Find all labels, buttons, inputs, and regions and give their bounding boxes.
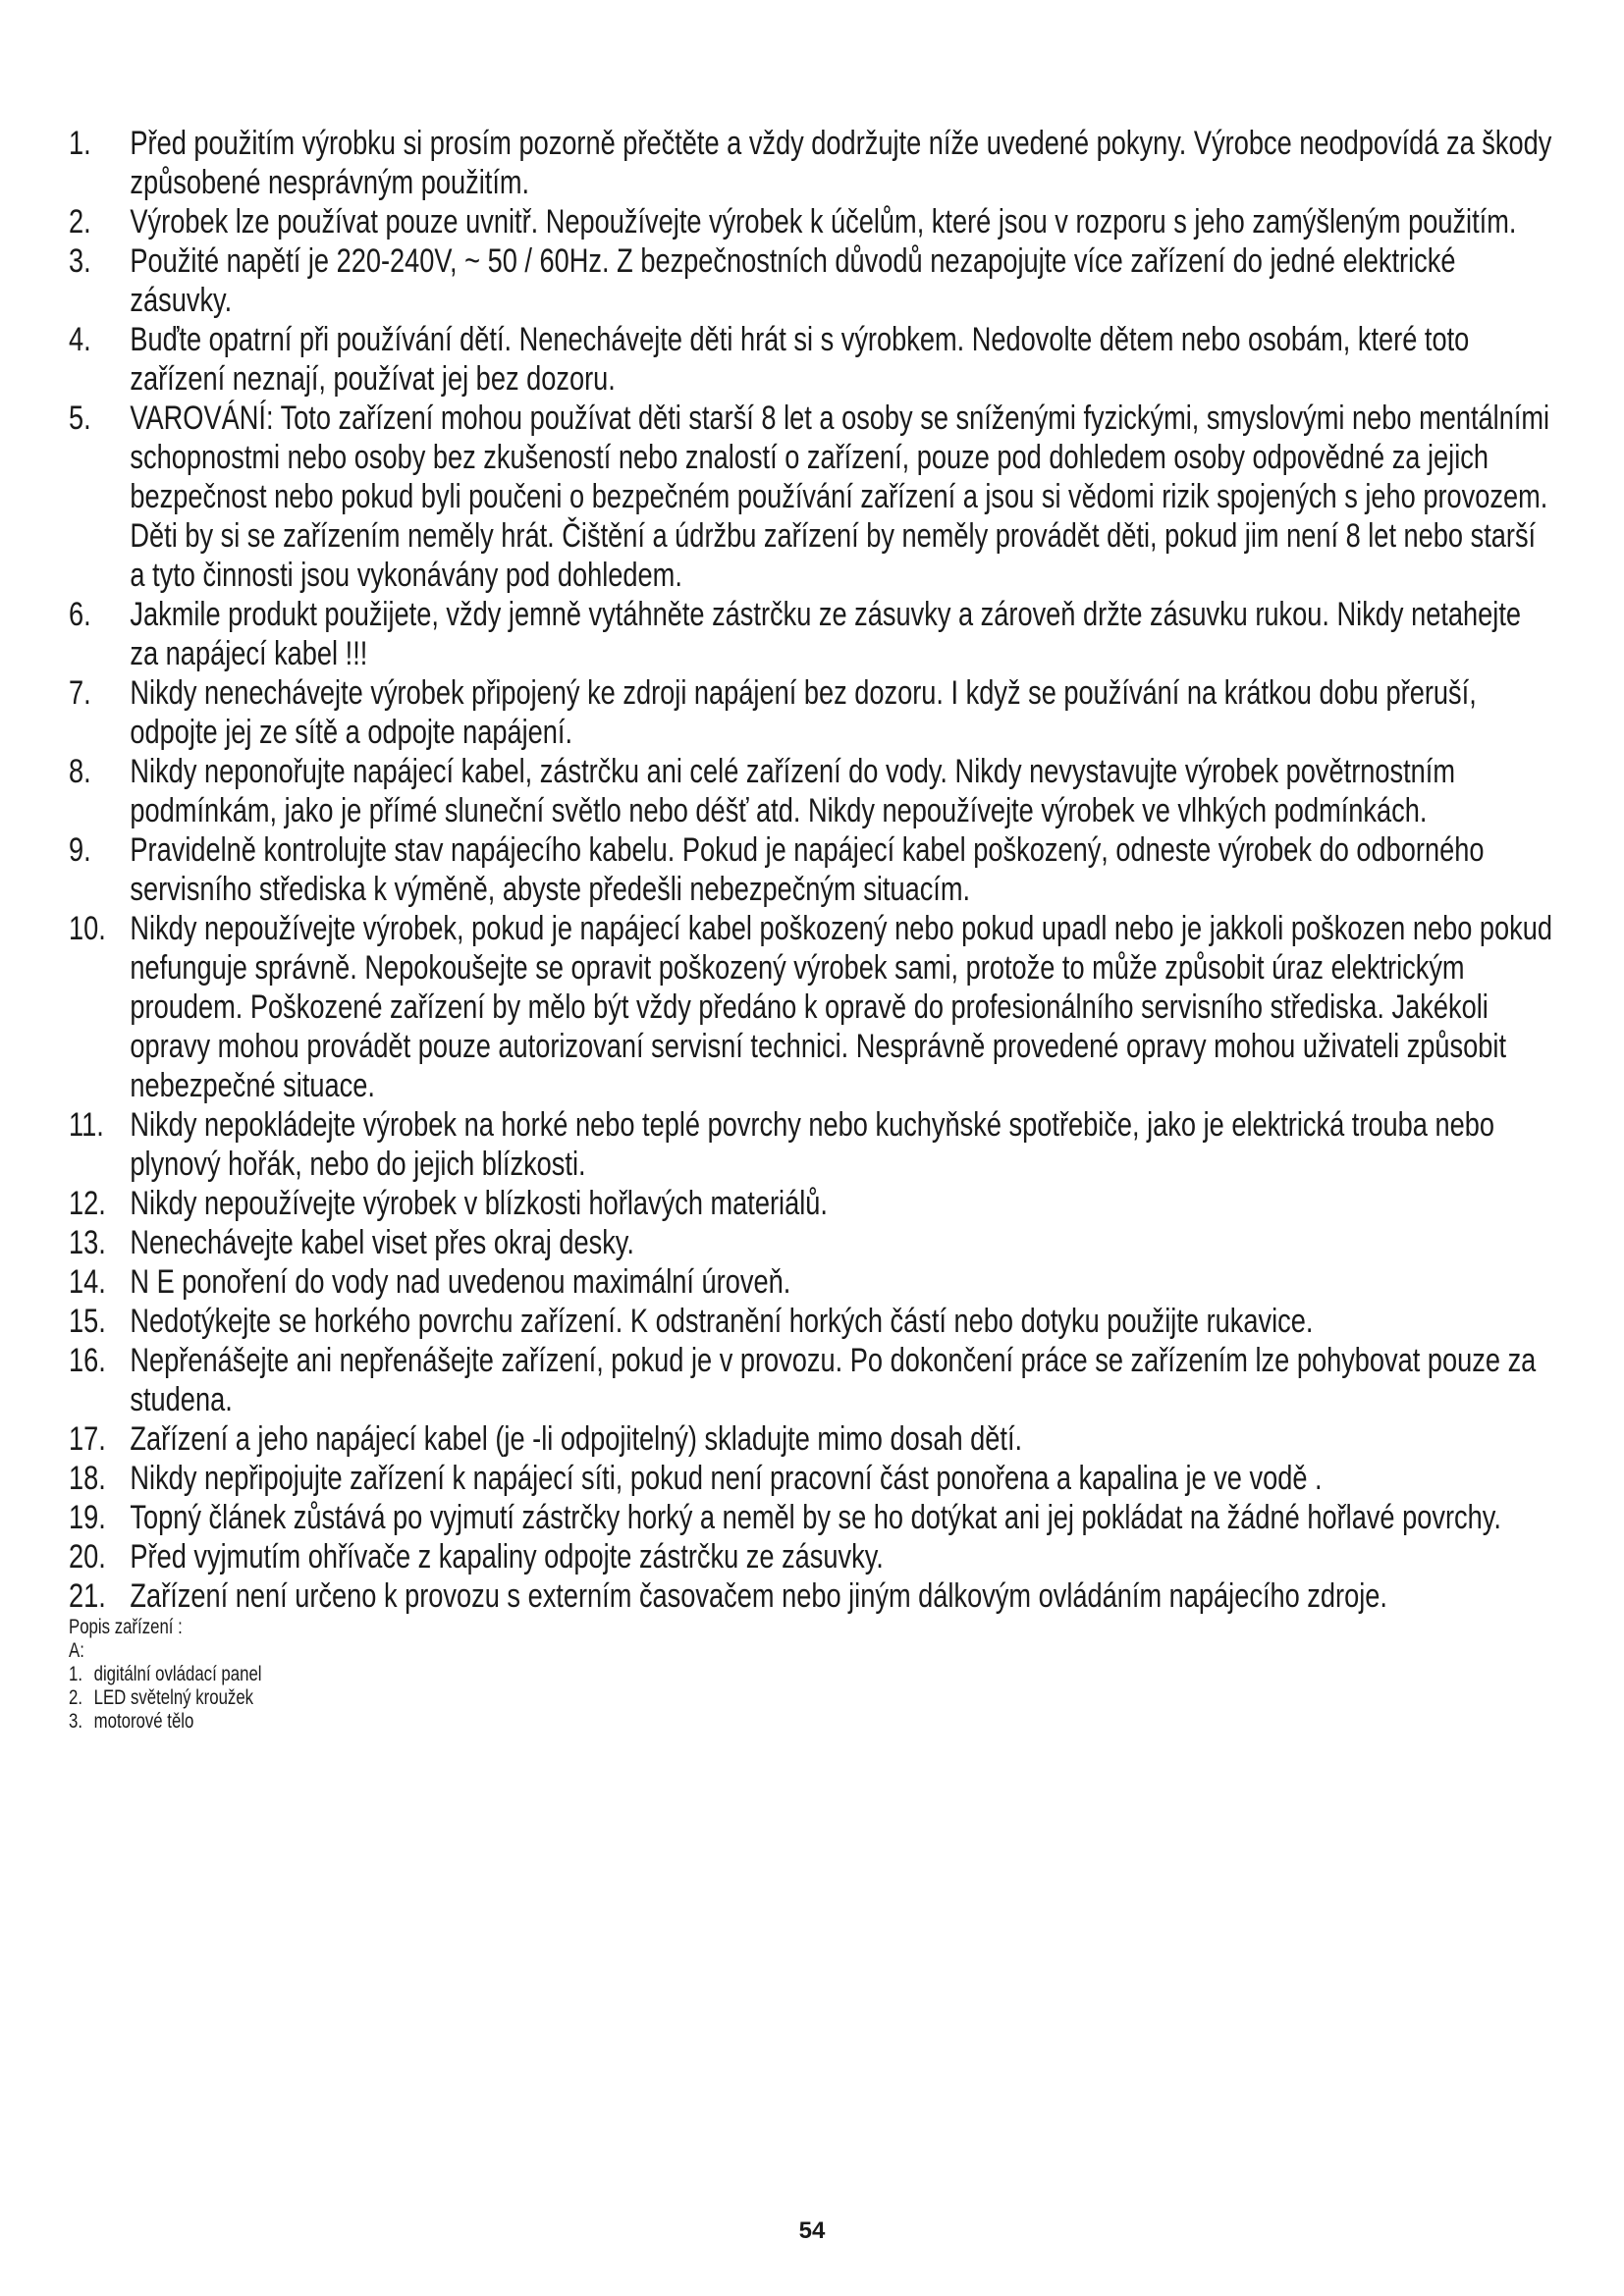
rule-text: Pravidelně kontrolujte stav napájecího kabelu. Pokud je napájecí kabel poškozený, odneste výrobek do odborného servisního střediska k výměně, abyste předešli nebezpečným situacím. [130,831,1485,908]
part-item [69,1686,854,1710]
safety-rule [69,202,1571,241]
rule-number: 10. [69,910,106,947]
part-number: 2. [69,1686,83,1709]
rule-number: 6. [69,596,91,633]
safety-rule [69,830,1571,909]
rule-number: 18. [69,1460,106,1497]
safety-rule [69,1184,1571,1223]
rule-text: Použité napětí je 220-240V, ~ 50 / 60Hz. Z bezpečnostních důvodů nezapojujte více zařízení do jedné elektrické zásuvky. [130,242,1456,319]
rule-number: 12. [69,1185,106,1222]
rule-number: 14. [69,1263,106,1301]
rule-number: 7. [69,674,91,712]
part-label: digitální ovládací panel [93,1663,262,1685]
safety-rule [69,909,1571,1105]
safety-rule [69,124,1571,202]
safety-rule [69,1341,1571,1419]
parts-list [69,1663,854,1734]
rule-number: 8. [69,753,91,790]
rule-text: Buďte opatrní při používání dětí. Nenechávejte děti hrát si s výrobkem. Nedovolte dětem nebo osobám, které toto zařízení neznají, používat jej bez dozoru. [130,321,1470,398]
rule-number: 20. [69,1538,106,1575]
device-description [69,1616,854,1734]
rule-text: Jakmile produkt použijete, vždy jemně vytáhněte zástrčku ze zásuvky a zároveň držte zásuvku rukou. Nikdy netahejte za napájecí kabel !!! [130,596,1522,672]
rule-text: Nedotýkejte se horkého povrchu zařízení. K odstranění horkých částí nebo dotyku použijte rukavice. [130,1303,1314,1340]
part-item [69,1710,854,1734]
rule-text: Nikdy nepřipojujte zařízení k napájecí síti, pokud není pracovní část ponořena a kapalina je ve vodě . [130,1460,1323,1497]
safety-rule [69,399,1571,595]
rule-number: 15. [69,1303,106,1340]
safety-rule [69,1419,1571,1459]
rule-number: 19. [69,1499,106,1536]
rule-text: Zařízení a jeho napájecí kabel (je -li odpojitelný) skladujte mimo dosah dětí. [130,1420,1023,1458]
rule-text: Nikdy nepoužívejte výrobek, pokud je napájecí kabel poškozený nebo pokud upadl nebo je jakkoli poškozen nebo pokud nefunguje správně. Nepokoušejte se opravit poškozený výrobek sami, protože to může způsobit úraz elektrickým proudem. Poškozené zařízení by mělo být vždy předáno k opravě do profesionálního servisního střediska. Jakékoli opravy mohou provádět pouze autorizovaní servisní technici. Nesprávně provedené opravy mohou uživateli způsobit nebezpečné situace. [130,910,1553,1104]
rule-text: Nepřenášejte ani nepřenášejte zařízení, pokud je v provozu. Po dokončení práce se zařízením lze pohybovat pouze za studena. [130,1342,1537,1418]
safety-rule [69,1223,1571,1262]
safety-rule [69,1302,1571,1341]
safety-rule [69,1576,1571,1616]
safety-rule [69,1537,1571,1576]
rule-text: Nikdy nepoužívejte výrobek v blízkosti hořlavých materiálů. [130,1185,828,1222]
rule-text: Nikdy neponořujte napájecí kabel, zástrčku ani celé zařízení do vody. Nikdy nevystavujte výrobek povětrnostním podmínkám, jako je přímé sluneční světlo nebo déšť atd. Nikdy nepoužívejte výrobek ve vlhkých podmínkách. [130,753,1456,829]
rule-text: Nikdy nenechávejte výrobek připojený ke zdroji napájení bez dozoru. I když se používání na krátkou dobu přeruší, odpojte jej ze sítě a odpojte napájení. [130,674,1477,751]
description-title: Popis zařízení : [69,1616,183,1638]
rule-number: 17. [69,1420,106,1458]
rule-number: 5. [69,400,91,437]
safety-rules-list [69,124,1571,1616]
safety-rule [69,1105,1571,1184]
rule-text: Nikdy nepokládejte výrobek na horké nebo teplé povrchy nebo kuchyňské spotřebiče, jako je elektrická trouba nebo plynový hořák, nebo do jejich blízkosti. [130,1106,1494,1183]
rule-number: 9. [69,831,91,869]
rule-number: 4. [69,321,91,358]
manual-page [69,124,1571,1734]
description-subtitle: A: [69,1639,84,1662]
part-label: LED světelný kroužek [93,1686,254,1709]
rule-number: 1. [69,125,91,162]
rule-number: 16. [69,1342,106,1379]
rule-text: Výrobek lze používat pouze uvnitř. Nepoužívejte výrobek k účelům, které jsou v rozporu s jeho zamýšleným použitím. [130,203,1517,240]
safety-rule [69,320,1571,399]
part-item [69,1663,854,1686]
safety-rule [69,241,1571,320]
rule-text: Topný článek zůstává po vyjmutí zástrčky horký a neměl by se ho dotýkat ani jej pokládat na žádné hořlavé povrchy. [130,1499,1501,1536]
safety-rule [69,1498,1571,1537]
rule-number: 3. [69,242,91,280]
safety-rule [69,595,1571,673]
part-number: 3. [69,1710,83,1733]
safety-rule [69,1262,1571,1302]
rule-number: 2. [69,203,91,240]
rule-text: Před vyjmutím ohřívače z kapaliny odpojte zástrčku ze zásuvky. [130,1538,884,1575]
safety-rule [69,1459,1571,1498]
safety-rule [69,673,1571,752]
rule-text: Zařízení není určeno k provozu s externím časovačem nebo jiným dálkovým ovládáním napájecího zdroje. [130,1577,1387,1615]
part-number: 1. [69,1663,83,1685]
rule-number: 13. [69,1224,106,1261]
page-number: 54 [798,2217,826,2244]
rule-text: N E ponoření do vody nad uvedenou maximální úroveň. [130,1263,791,1301]
rule-number: 21. [69,1577,106,1615]
rule-number: 11. [69,1106,104,1144]
rule-text: Před použitím výrobku si prosím pozorně přečtěte a vždy dodržujte níže uvedené pokyny. Výrobce neodpovídá za škody způsobené nesprávným použitím. [130,125,1552,201]
part-label: motorové tělo [93,1710,194,1733]
rule-text: VAROVÁNÍ: Toto zařízení mohou používat děti starší 8 let a osoby se sníženými fyzickými, smyslovými nebo mentálními schopnostmi nebo osoby bez zkušeností nebo znalostí o zařízení, pouze pod dohledem osoby odpovědné za jejich bezpečnost nebo pokud byli poučeni o bezpečném používání zařízení a jsou si vědomi rizik spojených s jeho provozem. Děti by si se zařízením neměly hrát. Čištění a údržbu zařízení by neměly provádět děti, pokud jim není 8 let nebo starší a tyto činnosti jsou vykonávány pod dohledem. [130,400,1550,594]
rule-text: Nenechávejte kabel viset přes okraj desky. [130,1224,634,1261]
safety-rule [69,752,1571,830]
